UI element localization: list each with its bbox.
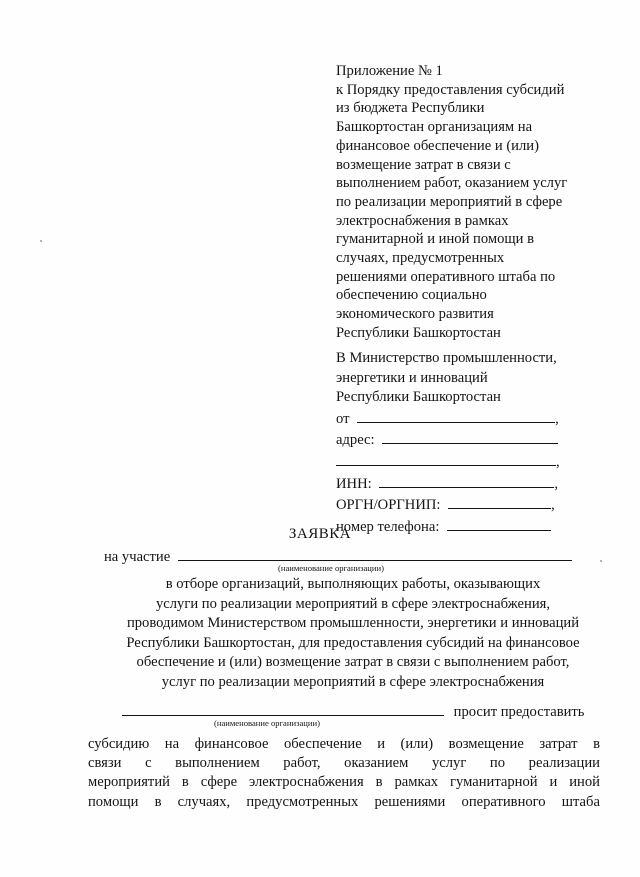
organization-name-field[interactable] <box>178 546 572 561</box>
address-row-2 <box>336 451 596 473</box>
scan-speck <box>600 560 602 562</box>
appendix-line: электроснабжения в рамках <box>336 212 509 229</box>
word: в <box>375 774 383 791</box>
word: финансовое <box>194 736 269 752</box>
word: штаба <box>561 793 600 810</box>
body-paragraph <box>88 735 600 812</box>
appendix-line: финансовое обеспечение и (или) <box>336 137 539 154</box>
inn-field[interactable] <box>379 473 554 488</box>
appendix-line: к Порядку предоставления субсидий <box>336 81 565 98</box>
subject-line: проводимом Министерством промышленности, энергетики и инноваций <box>126 615 580 631</box>
comma: , <box>555 410 559 427</box>
org-name-caption-2: (наименование организации) <box>214 718 320 728</box>
subject-line: услуг по реализации мероприятий в сфере электроснабжения <box>161 673 545 690</box>
word: обеспечение <box>283 736 362 752</box>
inn-label: ИНН: <box>336 475 372 492</box>
word: иной <box>569 774 600 791</box>
subject-paragraph <box>88 575 618 692</box>
from-label: от <box>336 410 350 427</box>
recipient-line: энергетики и инноваций <box>336 369 488 386</box>
inn-row <box>336 473 596 495</box>
organization-name-field-2[interactable] <box>122 701 444 716</box>
word: субсидию <box>88 736 150 752</box>
from-row <box>336 408 596 430</box>
comma: , <box>556 453 560 470</box>
body-line <box>88 754 600 773</box>
recipient-line: В Министерство промышленности, <box>336 350 557 366</box>
recipient-block <box>336 349 596 537</box>
from-field[interactable] <box>357 408 555 423</box>
word: работ, <box>283 755 321 772</box>
comma: , <box>551 497 555 514</box>
word: решениями <box>374 793 446 810</box>
appendix-line: Республики Башкортостан <box>336 324 501 341</box>
participation-label: на участие <box>104 549 171 565</box>
word: выполнением <box>175 755 260 772</box>
word: в <box>154 793 162 810</box>
ogrn-row <box>336 494 596 516</box>
word: связи <box>88 755 122 772</box>
body-line <box>88 735 600 754</box>
word: с <box>145 755 152 772</box>
subject-line: услуги по реализации мероприятий в сфере электроснабжения, <box>155 595 550 612</box>
request-label: просит предоставить <box>453 704 585 720</box>
address-row <box>336 429 596 451</box>
word: помощи <box>88 793 139 810</box>
scan-speck <box>40 240 42 242</box>
word: затрат <box>539 736 578 752</box>
subject-line: обеспечение и (или) возмещение затрат в связи с выполнением работ, <box>136 654 570 670</box>
word: оказанием <box>344 755 409 772</box>
phone-label: номер телефона: <box>336 518 440 535</box>
word: (или) <box>400 736 434 752</box>
appendix-line: гуманитарной и иной помощи в <box>336 231 534 248</box>
word: на <box>164 736 180 752</box>
word: в <box>593 736 600 752</box>
appendix-line: выполнением работ, оказанием услуг <box>336 175 568 192</box>
address-field[interactable] <box>382 429 558 444</box>
ogrn-label: ОРГН/ОРГНИП: <box>336 497 441 514</box>
appendix-line: случаях, предусмотренных <box>336 250 505 267</box>
subject-line: в отборе организаций, выполняющих работы, оказывающих <box>165 576 541 592</box>
document-title: ЗАЯВКА <box>288 526 352 542</box>
word: и <box>377 736 385 752</box>
body-line <box>88 773 600 792</box>
word: электроснабжения <box>248 774 364 791</box>
word: услуг <box>431 755 467 772</box>
org-name-caption: (наименование организации) <box>278 563 384 573</box>
word: мероприятий <box>88 774 170 791</box>
appendix-line: Башкортостан организациям на <box>336 119 533 136</box>
body-line <box>88 793 600 812</box>
word: сфере <box>200 774 238 791</box>
request-row <box>122 701 584 721</box>
appendix-line: из бюджета Республики <box>336 100 485 117</box>
appendix-line: возмещение затрат в связи с <box>336 156 511 173</box>
word: в <box>181 774 189 791</box>
subject-line: Республики Башкортостан, для предоставления субсидий на финансовое <box>126 634 580 651</box>
word: по <box>489 755 506 772</box>
address-label: адрес: <box>336 432 375 449</box>
appendix-line: экономического развития <box>336 306 494 323</box>
appendix-line: обеспечению социально <box>336 287 487 304</box>
appendix-line: Приложение № 1 <box>336 63 443 79</box>
appendix-header <box>336 62 606 343</box>
word: возмещение <box>448 736 524 752</box>
address-field-2[interactable] <box>336 451 556 466</box>
word: реализации <box>528 755 600 772</box>
word: оперативного <box>461 793 546 810</box>
word: случаях, <box>177 793 231 810</box>
comma: , <box>554 475 558 492</box>
word: рамках <box>394 774 439 791</box>
word: гуманитарной <box>450 774 538 791</box>
word: предусмотренных <box>246 793 359 810</box>
recipient-line: Республики Башкортостан <box>336 389 501 406</box>
word: и <box>549 774 558 791</box>
appendix-line: решениями оперативного штаба по <box>336 268 556 285</box>
ogrn-field[interactable] <box>448 494 551 509</box>
appendix-line: по реализации мероприятий в сфере <box>336 193 563 210</box>
